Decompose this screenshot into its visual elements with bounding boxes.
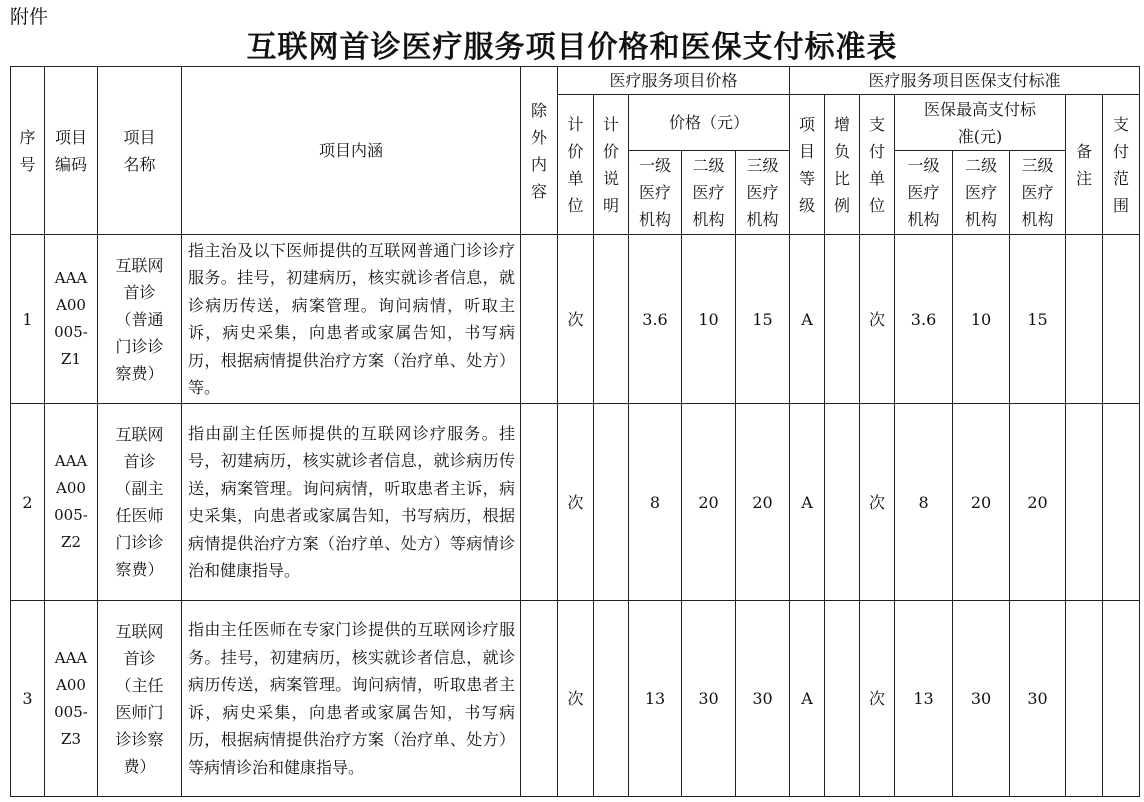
row-exclude <box>521 601 558 797</box>
row-content: 指主治及以下医师提供的互联网普通门诊诊疗服务。挂号，初建病历，核实就诊者信息，就诊病历传送，病案管理。询问病情，听取主诉，病史采集，向患者或家属告知，书写病历，根据病情提供治疗方案（治疗单、处方）等。 <box>182 235 521 404</box>
header-level3: 三级医疗机构 <box>736 151 790 235</box>
header-std-level1: 一级医疗机构 <box>895 151 953 235</box>
header-pay-unit: 支付单位 <box>860 95 895 235</box>
row-note <box>594 235 629 404</box>
header-code: 项目编码 <box>45 67 98 235</box>
row-unit: 次 <box>558 235 594 404</box>
row-pay-unit: 次 <box>860 235 895 404</box>
row-exclude <box>521 404 558 601</box>
row-price-level1: 3.6 <box>629 235 682 404</box>
row-grade: A <box>790 601 825 797</box>
row-scope <box>1103 601 1140 797</box>
header-std-level3: 三级医疗机构 <box>1010 151 1066 235</box>
row-price-level2: 30 <box>682 601 736 797</box>
table-row <box>11 235 1140 404</box>
row-seq: 3 <box>11 601 45 797</box>
header-price-group: 医疗服务项目价格 <box>558 67 790 95</box>
row-pay-unit: 次 <box>860 601 895 797</box>
row-code: AAAA00005-Z3 <box>45 601 98 797</box>
header-scope: 支付范围 <box>1103 95 1140 235</box>
row-note <box>594 601 629 797</box>
header-unit: 计价单位 <box>558 95 594 235</box>
row-std-level3: 15 <box>1010 235 1066 404</box>
row-remark <box>1066 235 1103 404</box>
header-level2: 二级医疗机构 <box>682 151 736 235</box>
row-ratio <box>825 404 860 601</box>
header-remark: 备注 <box>1066 95 1103 235</box>
row-unit: 次 <box>558 404 594 601</box>
row-std-level1: 3.6 <box>895 235 953 404</box>
row-remark <box>1066 601 1103 797</box>
row-std-level2: 30 <box>953 601 1010 797</box>
header-insurance-group: 医疗服务项目医保支付标准 <box>790 67 1140 95</box>
attachment-label: 附件 <box>10 6 49 28</box>
row-pay-unit: 次 <box>860 404 895 601</box>
row-seq: 2 <box>11 404 45 601</box>
header-price: 价格（元） <box>629 95 790 151</box>
row-ratio <box>825 235 860 404</box>
header-exclude: 除外内容 <box>521 67 558 235</box>
header-std-level2: 二级医疗机构 <box>953 151 1010 235</box>
row-ratio <box>825 601 860 797</box>
header-ratio: 增负比例 <box>825 95 860 235</box>
row-note <box>594 404 629 601</box>
row-price-level1: 13 <box>629 601 682 797</box>
row-code: AAAA00005-Z2 <box>45 404 98 601</box>
document-title: 互联网首诊医疗服务项目价格和医保支付标准表 <box>246 30 898 65</box>
row-content: 指由副主任医师提供的互联网诊疗服务。挂号，初建病历，核实就诊者信息，就诊病历传送，病案管理。询问病情，听取患者主诉，病史采集，向患者或家属告知，书写病历，根据病情提供治疗方案（治疗单、处方）等病情诊治和健康指导。 <box>182 404 521 601</box>
row-scope <box>1103 404 1140 601</box>
row-grade: A <box>790 404 825 601</box>
row-std-level2: 10 <box>953 235 1010 404</box>
row-std-level3: 20 <box>1010 404 1066 601</box>
row-scope <box>1103 235 1140 404</box>
table-row <box>11 404 1140 601</box>
row-price-level3: 20 <box>736 404 790 601</box>
row-std-level2: 20 <box>953 404 1010 601</box>
row-std-level1: 8 <box>895 404 953 601</box>
row-price-level2: 20 <box>682 404 736 601</box>
price-table <box>10 66 1140 797</box>
row-std-level1: 13 <box>895 601 953 797</box>
row-name: 互联网首诊（普通门诊诊察费） <box>98 235 182 404</box>
header-level1: 一级医疗机构 <box>629 151 682 235</box>
row-seq: 1 <box>11 235 45 404</box>
table-row <box>11 601 1140 797</box>
row-std-level3: 30 <box>1010 601 1066 797</box>
row-price-level2: 10 <box>682 235 736 404</box>
row-grade: A <box>790 235 825 404</box>
header-seq: 序号 <box>11 67 45 235</box>
row-name: 互联网首诊（副主任医师门诊诊察费） <box>98 404 182 601</box>
row-remark <box>1066 404 1103 601</box>
row-code: AAAA00005-Z1 <box>45 235 98 404</box>
row-content: 指由主任医师在专家门诊提供的互联网诊疗服务。挂号，初建病历，核实就诊者信息，就诊病历传送，病案管理。询问病情，听取患者主诉，病史采集，向患者或家属告知，书写病历，根据病情提供治疗方案（治疗单、处方）等病情诊治和健康指导。 <box>182 601 521 797</box>
row-price-level1: 8 <box>629 404 682 601</box>
row-name: 互联网首诊（主任医师门诊诊察费） <box>98 601 182 797</box>
header-content: 项目内涵 <box>182 67 521 235</box>
row-price-level3: 15 <box>736 235 790 404</box>
row-exclude <box>521 235 558 404</box>
header-note: 计价说明 <box>594 95 629 235</box>
row-unit: 次 <box>558 601 594 797</box>
header-max-standard: 医保最高支付标准(元) <box>895 95 1066 151</box>
row-price-level3: 30 <box>736 601 790 797</box>
header-grade: 项目等级 <box>790 95 825 235</box>
header-name: 项目名称 <box>98 67 182 235</box>
